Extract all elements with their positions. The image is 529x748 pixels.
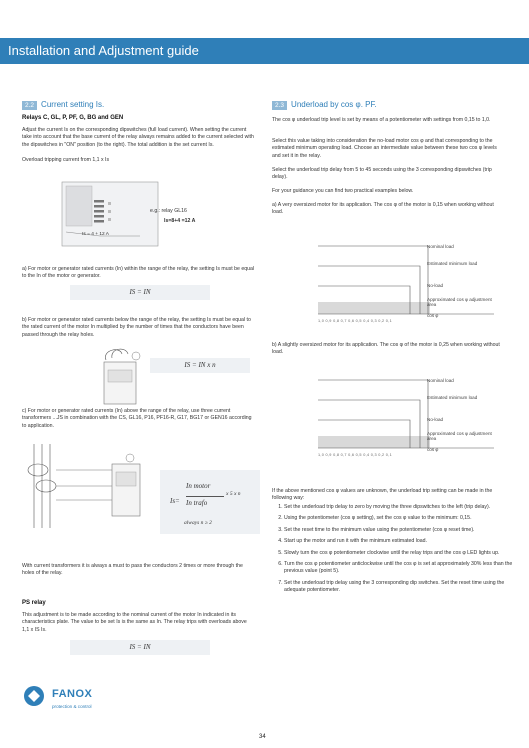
axis-ticks-a: 1,0 0,9 0,8 0,7 0,6 0,5 0,4 0,3 0,2 0,1 bbox=[318, 319, 392, 323]
brand-name: FANOX bbox=[52, 688, 93, 700]
section-heading-current-setting bbox=[22, 100, 104, 110]
paragraph-1: The cos φ underload trip level is set by means of a potentiometer with settings from 0,15 to 1,0. bbox=[272, 117, 491, 123]
ps-text: This adjustment is to be made according to the nominal current of the motor In indicated in its characteristics plate. The value to be set Is is the same as In. The relay trips with overloads above 1,1 x IS Is. bbox=[22, 612, 247, 633]
formula-c-note: always n ≥ 2 bbox=[184, 520, 212, 526]
paragraph-3: Select the underload trip delay from 5 to 45 seconds using the 3 corresponding dipswitches (trip delay). bbox=[272, 167, 492, 181]
paragraph-4: For your guidance you can find two practical examples below. bbox=[272, 188, 414, 194]
adjustment-area-b bbox=[318, 436, 430, 448]
step-6: 6. Turn the cos φ potentiometer anticlockwise until the cos φ is set at approximately 30% less than the previous value (point 5). bbox=[284, 561, 516, 576]
unknown-values-intro: If the above mentioned cos φ values are unknown, the underload trip setting can be made in the following way: bbox=[272, 488, 493, 502]
step-1: 1. Set the underload trip delay to zero by moving the three dipswitches to the left (trip delay). bbox=[284, 504, 516, 511]
example-b-text: b) A slightly oversized motor for its application. The cos φ of the motor is 0,25 when working without load. bbox=[272, 342, 500, 356]
dial-label: Is = 4 + 12 A bbox=[82, 232, 109, 237]
example-relay: e.g.: relay GL16 bbox=[150, 208, 187, 214]
axis-ticks-b: 1,0 0,9 0,8 0,7 0,6 0,5 0,4 0,3 0,2 0,1 bbox=[318, 453, 392, 457]
formula-c-multiplier: x 5 x n bbox=[226, 491, 241, 497]
section-heading-underload bbox=[272, 100, 377, 110]
legend-area-a: Approximated cos φ adjustment area bbox=[427, 297, 492, 308]
brand-logo bbox=[22, 684, 112, 720]
formula-c-lhs: Is= bbox=[170, 497, 180, 505]
legend-noload-b: No-load bbox=[427, 417, 444, 422]
overload-text: Overload tripping current from 1,1 x Is bbox=[22, 157, 110, 163]
adjustment-area-a bbox=[318, 302, 430, 314]
axis-label-a: cos φ bbox=[427, 313, 439, 318]
intro-paragraph: Adjust the current Is on the corresponding dipswitches (full load current). When setting the current take into account that the base current of the relay always remains added to the current selected with the dipswitches in "ON" position (to the right). The total addition is the set current Is. bbox=[22, 127, 254, 148]
example-a-text: a) A very oversized motor for its application. The cos φ of the motor is 0,15 when working without load. bbox=[272, 202, 494, 216]
step-2: 2. Using the potentiometer (cos φ setting), set the cos φ value to the minimum: 0,15. bbox=[284, 515, 516, 522]
formula-c-box bbox=[160, 470, 260, 534]
current-transformer-illustration bbox=[24, 440, 154, 532]
case-c-text: c) For motor or generator rated currents (In) above the range of the relay, use three current transformers ...JS in combination with the CS, GL16, P16, PF16-R, G17, BG17 or GEN16 according to application. bbox=[22, 408, 252, 429]
ct-note: With current transformers it is always a must to pass the conductors 2 times or more through the holes of the relay. bbox=[22, 563, 243, 577]
fanox-logo-icon bbox=[22, 684, 52, 708]
formula-c-denominator: In trafo bbox=[186, 499, 208, 507]
relays-heading: Relays C, GL, P, PF, G, BG and GEN bbox=[22, 115, 124, 121]
axis-label-b: cos φ bbox=[427, 447, 439, 452]
formula-c-numerator: In motor bbox=[186, 482, 211, 490]
adjustment-steps-list bbox=[272, 504, 516, 599]
formula-a-box: IS = IN bbox=[70, 285, 210, 300]
step-4: 4. Start up the motor and run it with the minimum estimated load. bbox=[284, 538, 516, 545]
section-number: 2.3 bbox=[272, 101, 287, 110]
step-3: 3. Set the reset time to the minimum value using the potentiometer (cos φ reset time). bbox=[284, 527, 516, 534]
relay-conductors-illustration bbox=[92, 342, 152, 412]
legend-minimum-b: Estimated minimum load bbox=[427, 395, 478, 400]
page-number: 34 bbox=[259, 734, 266, 740]
section-title: Current setting Is. bbox=[41, 100, 105, 109]
case-b-text: b) For motor or generator rated currents below the range of the relay, the setting Is must be equal to the rated current of the motor In multiplied by the number of times that the conductors have been passed through the relay holes. bbox=[22, 317, 251, 338]
legend-minimum-a: Estimated minimum load bbox=[427, 261, 478, 266]
relay-dipswitch-illustration bbox=[60, 180, 160, 248]
formula-b-box: IS = IN x n bbox=[150, 358, 250, 373]
section-title: Underload by cos φ. PF. bbox=[291, 100, 377, 109]
brand-tagline: protection & control bbox=[52, 704, 92, 709]
ps-heading: PS relay bbox=[22, 600, 46, 606]
legend-noload-a: No-load bbox=[427, 283, 444, 288]
section-number: 2.2 bbox=[22, 101, 37, 110]
case-a-text: a) For motor or generator rated currents (In) within the range of the relay, the setting Is must be equal to the In of the motor or generator. bbox=[22, 266, 255, 280]
example-setting: Is=8+4 =12 A bbox=[164, 218, 196, 224]
page-title: Installation and Adjustment guide bbox=[8, 43, 199, 58]
legend-area-b: Approximated cos φ adjustment area bbox=[427, 431, 492, 442]
formula-ps-box: IS = IN bbox=[70, 640, 210, 655]
step-5: 5. Slowly turn the cos φ potentiometer clockwise until the relay trips and the cos φ LED lights up. bbox=[284, 550, 516, 557]
legend-nominal-b: Nominal load bbox=[427, 378, 454, 383]
step-7: 7. Set the underload trip delay using the 3 corresponding dip switches. Set the reset time using the adequate potentiometer. bbox=[284, 580, 516, 595]
formula-c-fraction-bar bbox=[186, 496, 224, 497]
legend-nominal-a: Nominal load bbox=[427, 244, 454, 249]
paragraph-2: Select this value taking into consideration the no-load motor cos φ and that corresponding to the estimated minimum operating load. Choose an intermediate value between these two cos φ levels and set it in the relay. bbox=[272, 138, 497, 159]
